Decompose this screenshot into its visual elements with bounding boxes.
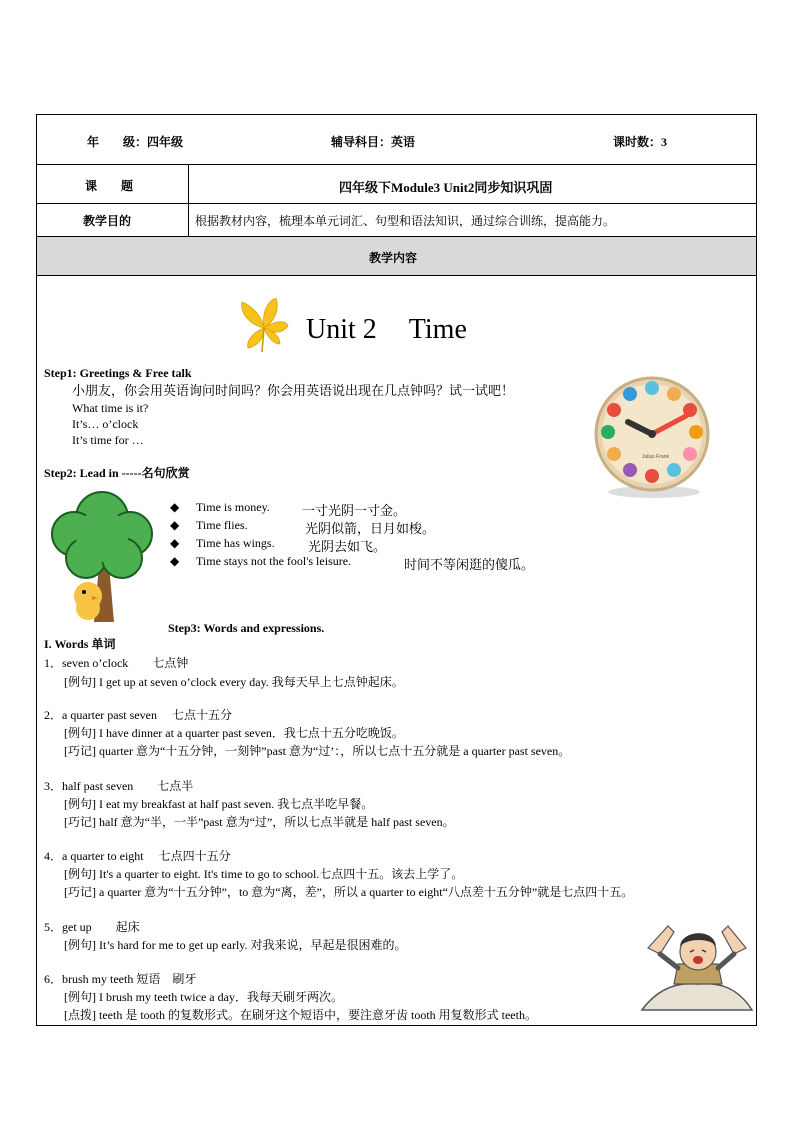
boy-waking-illustration bbox=[638, 918, 756, 1018]
goal-label: 教学目的 bbox=[83, 214, 132, 228]
quote-zh: 光阴去如飞。 bbox=[308, 539, 387, 554]
subject-field bbox=[331, 133, 415, 150]
word-note: [点拨] teeth 是 tooth 的复数形式。在刷牙这个短语中，要注意牙齿 tooth 用复数形式 teeth。 bbox=[64, 1008, 537, 1022]
quote-zh: 光阴似箭，日月如梭。 bbox=[305, 521, 436, 536]
hours-field bbox=[613, 133, 667, 150]
grade-field bbox=[87, 133, 183, 150]
clock-illustration bbox=[590, 372, 714, 500]
topic-label: 课 题 bbox=[85, 179, 134, 193]
grade-value: 四年级 bbox=[147, 135, 184, 149]
word-item: 5．get up 起床 bbox=[44, 920, 140, 934]
word-item: 4．a quarter to eight 七点四十五分 bbox=[44, 849, 231, 863]
unit-name: Time bbox=[408, 314, 467, 345]
word-note: [例句] I brush my teeth twice a day．我每天刷牙两次。 bbox=[64, 990, 343, 1004]
quote-bullet: ◆ bbox=[170, 518, 180, 532]
grade-label: 年 级： bbox=[87, 135, 148, 149]
quote-zh: 一寸光阴一寸金。 bbox=[302, 503, 407, 518]
quote-zh: 时间不等闲逛的傻瓜。 bbox=[404, 557, 535, 572]
hours-value: 3 bbox=[661, 135, 668, 149]
quote-en: Time stays not the fool's leisure. bbox=[196, 554, 352, 568]
subject-value: 英语 bbox=[391, 135, 416, 149]
quote-bullet: ◆ bbox=[170, 554, 180, 568]
step1-heading: Step1: Greetings & Free talk bbox=[44, 366, 192, 380]
quote-en: Time has wings. bbox=[196, 536, 275, 550]
step1-line: It’s… o’clock bbox=[72, 417, 139, 431]
leaf-icon bbox=[238, 296, 290, 354]
content-label: 教学内容 bbox=[369, 251, 418, 265]
word-note: [巧记] half 意为“半，一半”past 意为“过”，所以七点半就是 half past seven。 bbox=[64, 815, 455, 829]
quote-en: Time is money. bbox=[196, 500, 270, 514]
step3-heading: Step3: Words and expressions. bbox=[168, 621, 325, 635]
goal-value: 根据教材内容，梳理本单元词汇、句型和语法知识，通过综合训练，提高能力。 bbox=[195, 214, 616, 228]
quote-bullet: ◆ bbox=[170, 500, 180, 514]
tree-illustration bbox=[44, 484, 160, 624]
quote-en: Time flies. bbox=[196, 518, 248, 532]
word-note: [巧记] quarter 意为“十五分钟，一刻钟”past 意为“过’：，所以七点十五分就是 a quarter past seven。 bbox=[64, 744, 571, 758]
unit-title bbox=[306, 314, 467, 346]
word-note: [例句] It’s hard for me to get up early. 对我来说，早起是很困难的。 bbox=[64, 938, 407, 952]
subject-label: 辅导科目： bbox=[331, 135, 392, 149]
word-note: [例句] It's a quarter to eight. It's time to go to school.七点四十五。该去上学了。 bbox=[64, 867, 464, 881]
word-note: [巧记] a quarter 意为“十五分钟”，to 意为“离，差”，所以 a quarter to eight“八点差十五分钟”就是七点四十五。 bbox=[64, 885, 634, 899]
word-item: 1．seven o’clock 七点钟 bbox=[44, 656, 189, 670]
unit-number: Unit 2 bbox=[306, 314, 377, 345]
words-heading: I. Words 单词 bbox=[44, 637, 116, 651]
word-note: [例句] I have dinner at a quarter past seven．我七点十五分吃晚饭。 bbox=[64, 726, 404, 740]
word-item: 6．brush my teeth 短语 刷牙 bbox=[44, 972, 197, 986]
step2-heading: Step2: Lead in -----名句欣赏 bbox=[44, 466, 190, 480]
step1-line: It’s time for … bbox=[72, 433, 144, 447]
word-note: [例句] I eat my breakfast at half past seven. 我七点半吃早餐。 bbox=[64, 797, 374, 811]
step1-line: What time is it? bbox=[72, 401, 149, 415]
clock-brand: Julius Frank bbox=[642, 454, 669, 460]
word-item: 2．a quarter past seven 七点十五分 bbox=[44, 708, 232, 722]
topic-value: 四年级下Module3 Unit2同步知识巩固 bbox=[339, 180, 553, 195]
hours-label: 课时数： bbox=[613, 135, 662, 149]
quote-bullet: ◆ bbox=[170, 536, 180, 550]
word-note: [例句] I get up at seven o’clock every day. 我每天早上七点钟起床。 bbox=[64, 675, 404, 689]
step1-line: 小朋友，你会用英语询问时间吗？你会用英语说出现在几点钟吗？试一试吧！ bbox=[72, 383, 515, 398]
word-item: 3．half past seven 七点半 bbox=[44, 779, 194, 793]
